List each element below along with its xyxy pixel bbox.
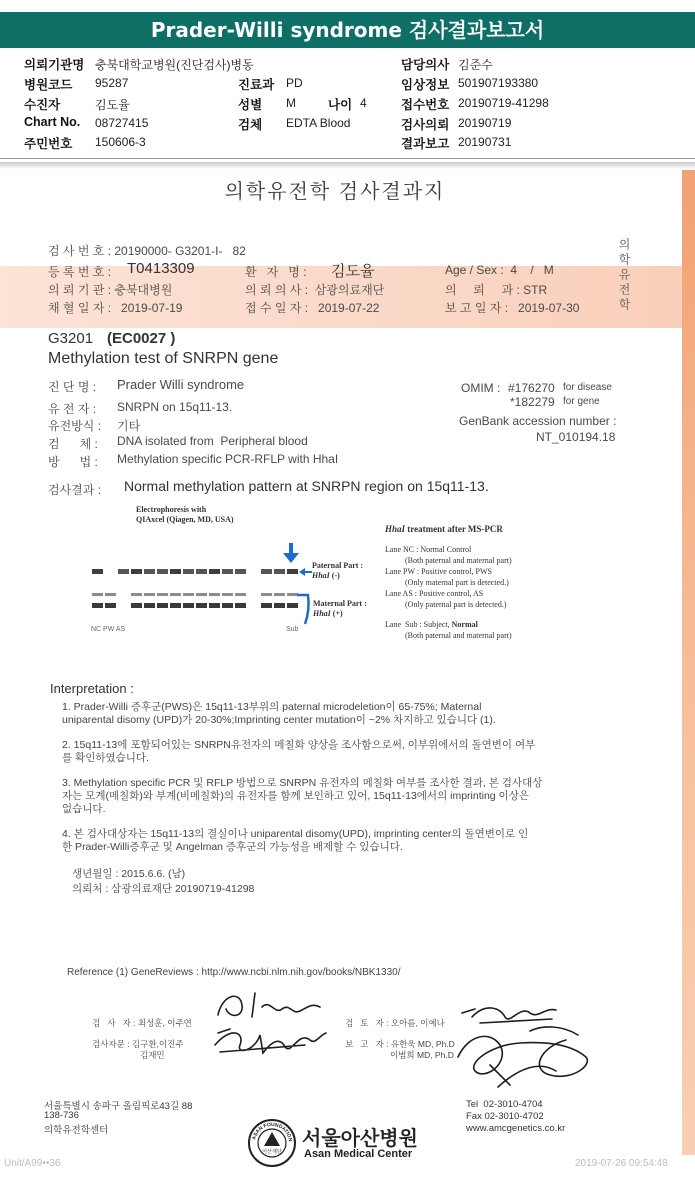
interpretation-item — [62, 777, 627, 816]
footer-center: 의학유전학센터 — [44, 1125, 109, 1136]
gel-band — [222, 593, 233, 596]
field-label: 검 체 : — [48, 437, 98, 451]
field-value: Methylation specific PCR-RFLP with HhaI — [117, 452, 339, 466]
print-id: Unit/A99••36 — [4, 1158, 61, 1169]
interpretation-line: 없습니다. — [62, 803, 106, 815]
footer-address: 서울특별시 송파구 올림픽로43길 88 — [44, 1101, 193, 1112]
logo-ring-text: ASAN FOUNDATION — [251, 1121, 293, 1143]
interpretation-line: 2. 15q11-13에 포함되어있는 SNRPN유전자의 메칠화 양상을 조사함으로써, 이부위에서의 돌연변이 여부 — [62, 739, 536, 751]
paternal-enzyme — [312, 571, 340, 580]
requesting-institution: 의 뢰 기 관 : 충북대병원 — [48, 283, 173, 297]
legend-line-subject — [385, 620, 478, 629]
birth-date: 생년월일 : 2015.6.6. (남) — [72, 868, 186, 880]
interpretation-line: 3. Methylation specific PCR 및 RFLP 방법으로 SNRPN 유전자의 메칠화 여부를 조사한 결과, 본 검사대상 — [62, 777, 543, 789]
gel-band — [261, 593, 272, 596]
gel-lane-labels: NC PW AS — [91, 626, 126, 633]
resident-no-label: 주민번호 — [24, 137, 73, 151]
reviewer-signature — [462, 1008, 556, 1023]
maternal-bracket-icon — [297, 595, 309, 624]
footer-zip: 138-736 — [44, 1110, 79, 1121]
gel-band — [209, 603, 220, 608]
patient-name-label: 환 자 명 : — [245, 265, 307, 279]
footer-fax: Fax 02-3010-4702 — [466, 1111, 544, 1122]
logo-center-text: 아산재단 — [262, 1149, 282, 1155]
gel-band — [196, 593, 207, 596]
reg-no-label: 등 록 번 호 : — [48, 265, 112, 279]
test-code: G3201 — [48, 330, 94, 347]
gel-band — [196, 603, 207, 608]
gel-band — [235, 593, 246, 596]
paternal-enzyme-sign: (-) — [329, 571, 340, 580]
gel-band — [183, 593, 194, 596]
gel-band — [157, 569, 168, 574]
report-title: 의학유전학 검사결과지 — [224, 181, 446, 203]
omim-disease-note: for disease — [563, 382, 612, 393]
tester-names: 검 사 자 : 최성훈, 이주연 — [92, 1018, 192, 1028]
gel-band — [274, 603, 285, 608]
reviewer-names: 검 토 자 : 오아름, 이예나 — [345, 1018, 445, 1028]
footer-tel: Tel 02-3010-4704 — [466, 1099, 543, 1110]
gel-band — [170, 593, 181, 596]
interpretation-line: 한 Prader-Willi증후군 및 Angelman 증후군의 가능성을 배제할 수 있습니다. — [62, 841, 403, 853]
gel-band — [235, 603, 246, 608]
interpretation-item — [62, 828, 627, 854]
genbank-label: GenBank accession number : — [459, 414, 617, 428]
field-value: DNA isolated from Peripheral blood — [117, 434, 308, 448]
gel-lane-label-sub: Sub — [286, 626, 299, 633]
gel-band — [144, 569, 155, 574]
interpretation-line: 자는 모계(메칠화)와 부계(비메칠화)의 유전자를 함께 보인하고 있어, 15q11-13에서의 imprinting 이상은 — [62, 790, 529, 802]
receipt-no-label: 접수번호 — [401, 98, 450, 112]
gel-band — [105, 593, 116, 596]
maternal-enzyme — [313, 609, 343, 618]
ec-code: (EC0027 ) — [107, 330, 176, 347]
requesting-doctor: 의 뢰 의 사 : 삼광의료재단 — [245, 283, 385, 297]
requesting-department: 의 뢰 과 : STR — [445, 283, 548, 297]
legend-line: (Both paternal and maternal part) — [405, 556, 512, 565]
sex-label: 성별 — [238, 98, 263, 112]
legend-line: (Only paternal part is detected.) — [405, 600, 507, 609]
scan-edge-stripe — [682, 170, 695, 1155]
gel-legend-title — [385, 524, 503, 534]
gel-band — [157, 593, 168, 596]
department-label: 진료과 — [238, 78, 275, 92]
legend-subject-text: Lane Sub : Subject, — [385, 620, 452, 629]
result-value: Normal methylation pattern at SNRPN region on 15q11-13. — [124, 478, 489, 494]
gel-caption-line2: QIAxcel (Qiagen, MD, USA) — [136, 515, 234, 524]
side-label: 의학유전학 — [617, 238, 631, 313]
reg-no-value: T0413309 — [127, 260, 195, 277]
genbank-value: NT_010194.18 — [536, 430, 616, 444]
reporter-names: 보 고 자 : 유한욱 MD, Ph.D — [345, 1039, 455, 1049]
gel-band — [105, 603, 116, 608]
maternal-enzyme-name: HhaI — [313, 609, 331, 618]
result-label: 검사결과 : — [48, 483, 102, 497]
gel-band — [222, 569, 233, 574]
gel-band — [222, 603, 233, 608]
clinical-info-label: 임상정보 — [401, 78, 450, 92]
field-label: 진 단 명 : — [48, 380, 97, 394]
interpretation-line: 4. 본 검사대상자는 15q11-13의 결실이나 uniparental disomy(UPD), imprinting center의 돌연변이로 인 — [62, 828, 529, 840]
interpretation-title: Interpretation : — [50, 681, 134, 696]
reporter-signature — [458, 1027, 587, 1087]
gel-band — [183, 603, 194, 608]
gel-band — [196, 569, 207, 574]
interpretation-list — [62, 701, 627, 896]
report-date-value: 20190731 — [458, 135, 512, 149]
paternal-part-label: Paternal Part : — [312, 561, 364, 570]
gel-band — [287, 603, 298, 608]
interpretation-line: 를 확인하였습니다. — [62, 752, 149, 764]
department-value: PD — [286, 76, 303, 90]
gel-band — [144, 603, 155, 608]
gel-band — [131, 569, 142, 574]
gel-band — [287, 569, 298, 574]
gel-band — [261, 569, 272, 574]
age-label: 나이 — [328, 98, 353, 112]
field-value: Prader Willi syndrome — [117, 377, 245, 392]
omim-label: OMIM : — [461, 381, 501, 395]
field-value: SNRPN on 15q11-13. — [117, 400, 233, 414]
field-label: 유 전 자 : — [48, 402, 97, 416]
requester-info: 의뢰처 : 삼광의료재단 20190719-41298 — [72, 883, 255, 895]
patient-label: 수진자 — [24, 98, 61, 112]
field-value: 기타 — [117, 419, 141, 433]
request-date-label: 검사의뢰 — [401, 118, 450, 132]
legend-line: (Only maternal part is detected.) — [405, 578, 509, 587]
gel-band — [170, 603, 181, 608]
omim-gene: *182279 — [510, 395, 555, 409]
gel-caption-line1: Electrophoresis with — [136, 505, 207, 514]
gel-band — [209, 569, 220, 574]
report-banner-title: Prader-Willi syndrome 검사결과보고서 — [0, 12, 695, 48]
tester-signature — [218, 993, 320, 1017]
gel-band — [118, 569, 129, 574]
field-label: 유전방식 : — [48, 419, 102, 433]
footer-web: www.amcgenetics.co.kr — [466, 1123, 566, 1134]
gel-band — [157, 603, 168, 608]
specimen-label: 검체 — [238, 118, 263, 132]
institution-value: 충북대학교병원(진단검사)병동 — [95, 58, 254, 72]
field-label: 방 법 : — [48, 455, 98, 469]
gel-band — [209, 593, 220, 596]
chart-no-label: Chart No. — [24, 115, 81, 129]
gel-band — [131, 603, 142, 608]
legend-line: Lane PW : Positive control, PWS — [385, 567, 492, 576]
hospital-name: 서울아산병원 — [302, 1128, 418, 1150]
gel-band — [183, 569, 194, 574]
receipt-no-value: 20190719-41298 — [458, 96, 549, 110]
gel-band — [287, 593, 298, 596]
interpretation-line: uniparental disomy (UPD)가 20-30%;Imprinting center mutation이 ~2% 차지하고 있습니다 (1). — [62, 714, 496, 726]
request-date-value: 20190719 — [458, 116, 512, 130]
institution-label: 의뢰기관명 — [24, 58, 85, 72]
header-divider — [0, 158, 695, 159]
paternal-left-arrow-icon — [299, 568, 312, 576]
report-date: 보 고 일 자 : 2019-07-30 — [445, 301, 580, 315]
collection-date: 채 혈 일 자 : 2019-07-19 — [48, 301, 183, 315]
legend-title-text: treatment after MS-PCR — [405, 524, 503, 534]
advisor-signature — [215, 1029, 326, 1053]
gel-electrophoresis-image — [86, 540, 318, 632]
interpretation-item — [62, 701, 627, 727]
asan-foundation-logo-icon — [247, 1118, 297, 1168]
hospital-code-label: 병원코드 — [24, 78, 73, 92]
test-name: Methylation test of SNRPN gene — [48, 350, 279, 367]
patient-name-value: 김도율 — [331, 263, 375, 280]
gel-band — [92, 593, 103, 596]
gel-band — [131, 593, 142, 596]
test-number: 검 사 번 호 : 20190000- G3201-I- 82 — [48, 244, 246, 258]
legend-enzyme: HhaI — [385, 524, 406, 534]
legend-line: (Both paternal and maternal part) — [405, 631, 512, 640]
legend-line: Lane AS : Positive control, AS — [385, 589, 484, 598]
legend-line: Lane NC : Normal Control — [385, 545, 472, 554]
gel-band — [261, 603, 272, 608]
doctor-value: 김준수 — [458, 58, 493, 72]
gel-bands — [92, 569, 298, 608]
gel-band — [144, 593, 155, 596]
paternal-enzyme-name: HhaI — [312, 571, 330, 580]
clinical-info-value: 501907193380 — [458, 76, 539, 90]
specimen-value: EDTA Blood — [286, 116, 351, 130]
patient-value: 김도율 — [95, 98, 130, 112]
advisor-names: 검사자문 : 김구환,이진주 — [92, 1039, 184, 1049]
omim-gene-note: for gene — [563, 396, 600, 407]
gel-band — [274, 593, 285, 596]
resident-no-value: 150606-3 — [95, 135, 146, 149]
paternal-down-arrow-icon — [283, 543, 299, 563]
interpretation-line: 1. Prader-Willi 증후군(PWS)은 15q11-13부위의 paternal microdeletion이 65-75%; Maternal — [62, 701, 482, 713]
gel-band — [92, 603, 103, 608]
reporter-names-2: 이범희 MD, Ph.D — [390, 1050, 454, 1060]
maternal-enzyme-sign: (+) — [330, 609, 343, 618]
gel-band — [92, 569, 103, 574]
gel-band — [274, 569, 285, 574]
reference-text: Reference (1) GeneReviews : http://www.ncbi.nlm.nih.gov/books/NBK1330/ — [67, 967, 401, 978]
maternal-part-label: Maternal Part : — [313, 599, 367, 608]
hospital-name-en: Asan Medical Center — [304, 1148, 413, 1160]
receipt-date: 접 수 일 자 : 2019-07-22 — [245, 301, 380, 315]
chart-no-value: 08727415 — [95, 116, 149, 130]
sex-value: M — [286, 96, 296, 110]
gel-band — [170, 569, 181, 574]
legend-subject-result: Normal — [451, 620, 478, 629]
interpretation-item — [62, 739, 627, 765]
advisor-names-2: 김재민 — [140, 1050, 165, 1060]
gel-band — [235, 569, 246, 574]
print-time: 2019-07-26 09:54:48 — [575, 1158, 668, 1169]
header-divider-shadow — [0, 162, 695, 169]
doctor-label: 담당의사 — [401, 58, 450, 72]
age-sex: Age / Sex : 4 / M — [445, 263, 554, 277]
age-value: 4 — [360, 96, 367, 110]
hospital-code-value: 95287 — [95, 76, 129, 90]
omim-disease: #176270 — [508, 381, 555, 395]
report-date-label: 결과보고 — [401, 137, 450, 151]
